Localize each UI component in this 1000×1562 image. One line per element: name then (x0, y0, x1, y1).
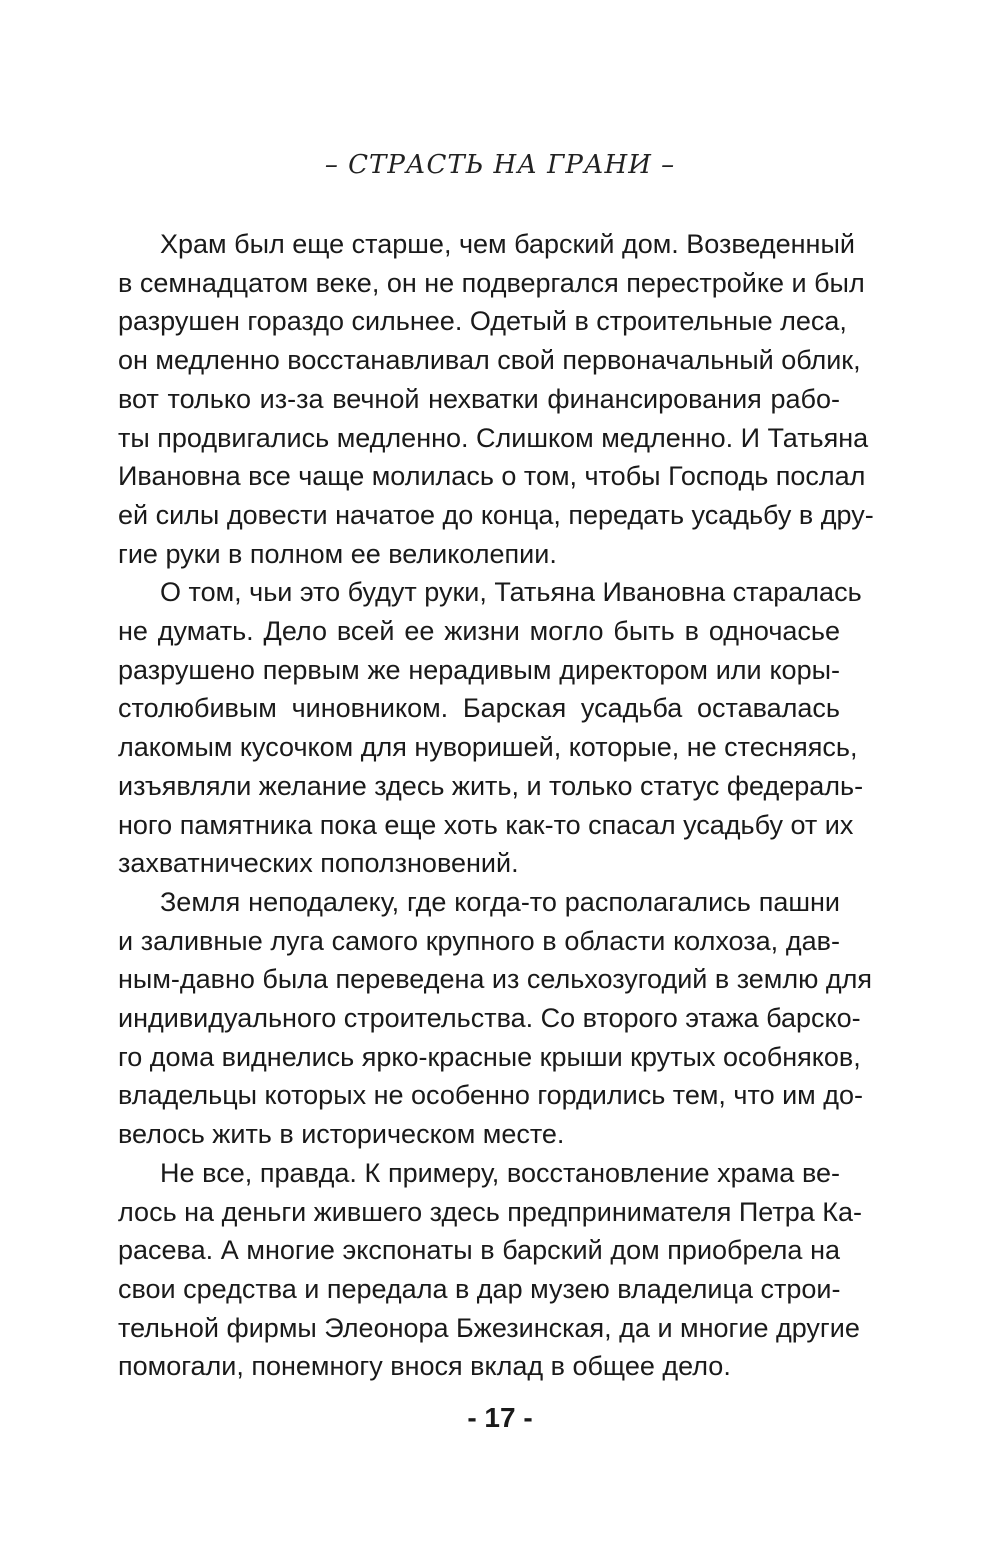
text-line: ей силы довести начатое до конца, передать усадьбу в дру- (118, 499, 874, 530)
text-line: Не все, правда. К примеру, восстановление храма ве- (160, 1157, 840, 1188)
text-line: лакомым кусочком для нуворишей, которые, не стесняясь, (118, 732, 858, 763)
paragraph (118, 1154, 863, 1386)
text-line: не думать. Дело всей ее жизни могло быть в одночасье (118, 616, 840, 647)
text-line: изъявляли желание здесь жить, и только статус федераль- (118, 770, 864, 801)
page-number: - 17 - (467, 1402, 533, 1433)
text-line: Земля неподалеку, где когда-то располагались пашни (160, 886, 840, 917)
text-line: велось жить в историческом месте. (118, 1119, 565, 1150)
body-text (118, 225, 874, 1386)
text-line: ного памятника пока еще хоть как-то спасал усадьбу от их (118, 809, 854, 840)
text-line: владельцы которых не особенно гордились тем, что им до- (118, 1080, 863, 1111)
text-line: лось на деньги жившего здесь предпринимателя Петра Ка- (118, 1196, 863, 1227)
text-line: вот только из-за вечной нехватки финансирования рабо- (118, 383, 840, 414)
text-line: гие руки в полном ее великолепии. (118, 538, 557, 569)
running-head: – СТРАСТЬ НА ГРАНИ – (324, 150, 676, 180)
text-line: Храм был еще старше, чем барский дом. Возведенный (160, 229, 855, 259)
text-line: О том, чьи это будут руки, Татьяна Ивановна старалась (160, 577, 862, 608)
text-line: ным-давно была переведена из сельхозугодий в землю для (118, 964, 873, 995)
text-line: он медленно восстанавливал свой первоначальный облик, (118, 345, 861, 376)
text-line: го дома виднелись ярко-красные крыши крутых особняков, (118, 1041, 861, 1072)
paragraph (118, 883, 873, 1154)
text-line: захватнических поползновений. (118, 848, 519, 879)
text-line: расева. А многие экспонаты в барский дом приобрела на (118, 1235, 840, 1266)
text-line: и заливные луга самого крупного в области колхоза, дав- (118, 925, 840, 956)
text-line: тельной фирмы Элеонора Бжезинская, да и многие другие (118, 1312, 860, 1343)
text-line: свои средства и передала в дар музею владелица строи- (118, 1273, 841, 1304)
text-line: разрушено первым же нерадивым директором или коры- (118, 654, 840, 685)
text-line: помогали, понемногу внося вклад в общее дело. (118, 1351, 731, 1382)
paragraph (118, 573, 864, 883)
text-line: столюбивым чиновником. Барская усадьба оставалась (118, 693, 840, 724)
text-line: индивидуального строительства. Со второго этажа барско- (118, 1003, 861, 1034)
text-line: в семнадцатом веке, он не подвергался перестройке и был (118, 267, 865, 298)
text-line: Ивановна все чаще молилась о том, чтобы Господь послал (118, 461, 866, 492)
text-line: разрушен гораздо сильнее. Одетый в строительные леса, (118, 306, 847, 337)
text-line: ты продвигались медленно. Слишком медленно. И Татьяна (118, 422, 869, 453)
paragraph (118, 225, 874, 573)
